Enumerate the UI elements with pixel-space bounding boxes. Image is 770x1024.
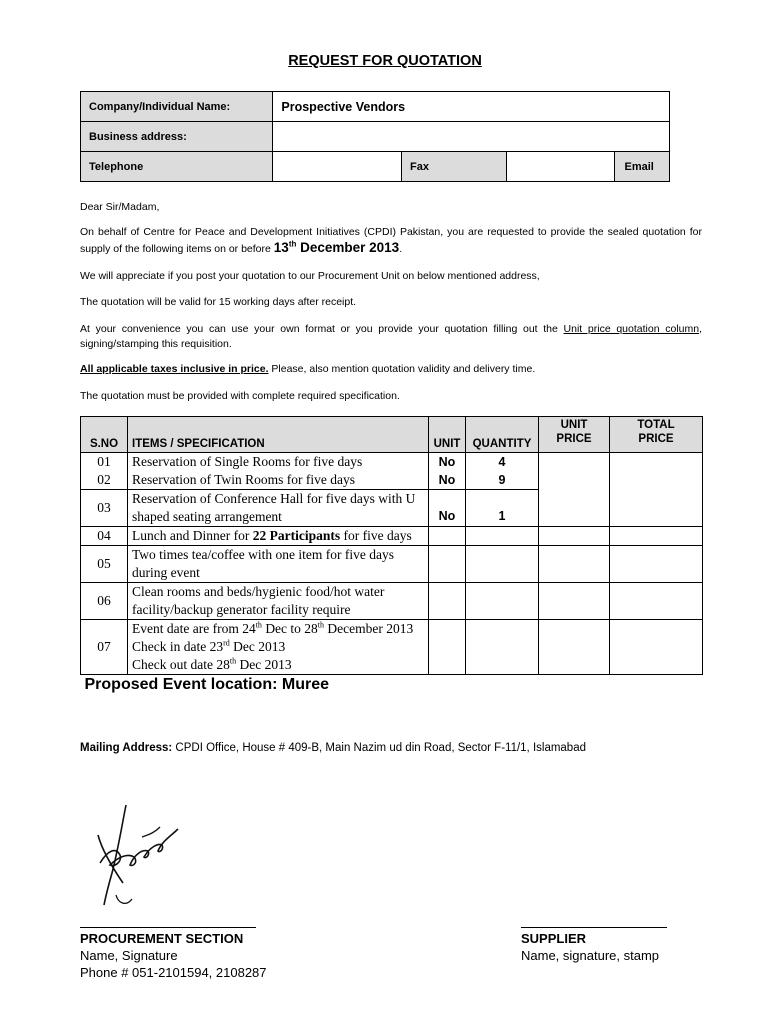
request-text: On behalf of Centre for Peace and Development Initiatives (CPDI) Pakistan, you are requested to provide the sealed quotation for supply of the following items on or before xyxy=(80,226,702,255)
specification-paragraph: The quotation must be provided with complete required specification. xyxy=(80,390,400,402)
unit-price-column-text: Unit price quotation column xyxy=(563,323,700,335)
telephone-label: Telephone xyxy=(81,152,273,182)
company-name-label: Company/Individual Name: xyxy=(81,92,273,122)
col-sno-header: S.NO xyxy=(81,417,128,453)
company-name-value[interactable]: Prospective Vendors xyxy=(273,92,670,122)
table-row: 04 Lunch and Dinner for 22 Participants for five days xyxy=(81,527,703,546)
request-paragraph: On behalf of Centre for Peace and Development Initiatives (CPDI) Pakistan, you are requested to provide the sealed quotation for supply of the following items on or before 13th December 2013. xyxy=(80,226,702,255)
table-row: 03 Reservation of Conference Hall for five days with U shaped seating arrangement No 1 xyxy=(81,490,703,527)
items-header-row xyxy=(81,417,703,453)
location-row xyxy=(81,675,703,696)
telephone-field[interactable] xyxy=(273,152,402,182)
total-price-cell[interactable] xyxy=(610,453,703,527)
post-paragraph: We will appreciate if you post your quotation to our Procurement Unit on below mentioned address, xyxy=(80,270,540,282)
table-row: 06 Clean rooms and beds/hygienic food/hot water facility/backup generator facility require xyxy=(81,583,703,620)
mailing-address-label: Mailing Address: xyxy=(80,742,173,754)
supplier-name-signature-stamp: Name, signature, stamp xyxy=(521,948,660,963)
col-quantity-header: QUANTITY xyxy=(466,417,539,453)
handwritten-signature xyxy=(88,795,198,915)
vendor-info-table xyxy=(80,91,670,182)
table-row: 01 Reservation of Single Rooms for five days No 4 xyxy=(81,453,703,472)
fax-label: Fax xyxy=(402,152,507,182)
col-items-header: ITEMS / SPECIFICATION xyxy=(128,417,429,453)
supplier-title: SUPPLIER xyxy=(521,931,587,946)
supplier-signature-line xyxy=(521,927,667,928)
email-label: Email xyxy=(614,152,670,182)
col-unit-header: UNIT xyxy=(429,417,466,453)
document-title: REQUEST FOR QUOTATION xyxy=(288,53,482,69)
items-table xyxy=(80,416,703,695)
procurement-phone: Phone # 051-2101594, 2108287 xyxy=(80,965,267,980)
col-unit-price-header: UNIT PRICE xyxy=(539,417,610,453)
table-row: 02 Reservation of Twin Rooms for five days No 9 xyxy=(81,471,703,490)
procurement-signature-line xyxy=(80,927,256,928)
fax-field[interactable] xyxy=(507,152,614,182)
business-address-label: Business address: xyxy=(81,122,273,152)
mailing-address: Mailing Address: CPDI Office, House # 409-B, Main Nazim ud din Road, Sector F-11/1, Islamabad xyxy=(80,742,586,754)
col-total-price-header: TOTAL PRICE xyxy=(610,417,703,453)
deadline-date: 13th December 2013 xyxy=(273,239,400,255)
table-row: 07 Event date are from 24th Dec to 28th December 2013 Check in date 23rd Dec 2013 Check out date 28th Dec 2013 xyxy=(81,620,703,675)
table-row: 05 Two times tea/coffee with one item for five days during event xyxy=(81,546,703,583)
unit-price-cell[interactable] xyxy=(539,453,610,527)
business-address-field[interactable] xyxy=(273,122,670,152)
procurement-section-block xyxy=(80,930,267,981)
proposed-event-location: Proposed Event location: Muree xyxy=(81,675,466,696)
validity-paragraph: The quotation will be valid for 15 working days after receipt. xyxy=(80,296,357,308)
taxes-note: All applicable taxes inclusive in price. xyxy=(80,363,269,375)
supplier-block xyxy=(521,930,659,964)
procurement-name-signature: Name, Signature xyxy=(80,948,178,963)
format-paragraph: At your convenience you can use your own format or you provide your quotation filling out the Unit price quotation column, signing/stamping this requisition. xyxy=(80,323,702,350)
taxes-paragraph: All applicable taxes inclusive in price. Please, also mention quotation validity and delivery time. xyxy=(80,363,536,375)
salutation: Dear Sir/Madam, xyxy=(80,201,160,213)
procurement-section-title: PROCUREMENT SECTION xyxy=(80,931,244,946)
